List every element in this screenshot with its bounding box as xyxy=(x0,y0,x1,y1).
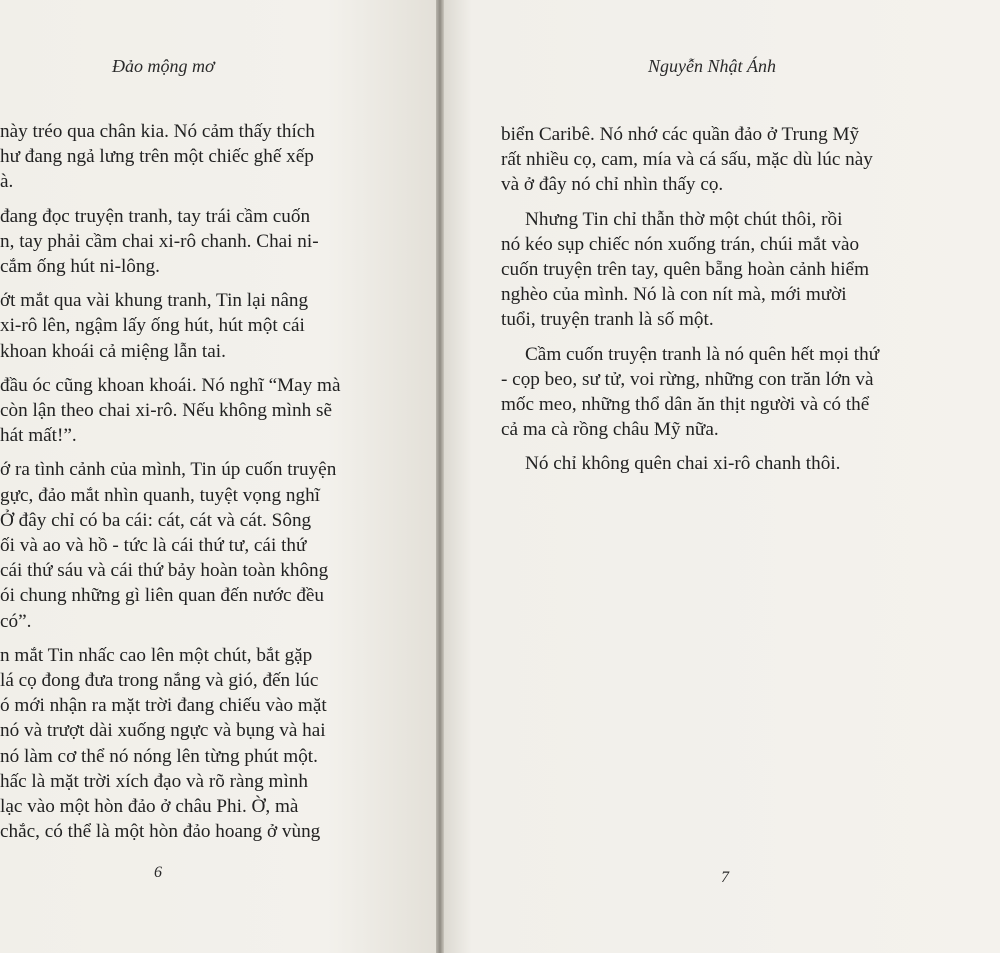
text-line: ói chung những gì liên quan đến nước đều xyxy=(0,585,325,607)
text-line: nó kéo sụp chiếc nón xuống trán, chúi mắt vào xyxy=(501,233,860,255)
text-line: hư đang ngả lưng trên một chiếc ghế xếp xyxy=(0,146,314,168)
text-line: - cọp beo, sư tử, voi rừng, những con trăn lớn và xyxy=(501,368,874,390)
paragraph-gap xyxy=(0,634,381,643)
right-page xyxy=(444,0,1000,953)
text-line: nghèo của mình. Nó là con nít mà, mới mười xyxy=(501,284,847,306)
text-line: ối và ao và hồ - tức là cái thứ tư, cái thứ xyxy=(0,535,307,557)
text-line: biển Caribê. Nó nhớ các quần đảo ở Trung Mỹ xyxy=(501,124,860,145)
paragraph-gap xyxy=(501,442,944,451)
paragraph xyxy=(0,643,381,845)
text-line: nó làm cơ thể nó nóng lên từng phút một. xyxy=(0,745,318,767)
paragraph xyxy=(0,204,381,280)
text-line: khoan khoái cả miệng lẫn tai. xyxy=(0,340,226,362)
text-line: hấc là mặt trời xích đạo và rõ ràng mình xyxy=(0,770,308,792)
paragraph xyxy=(0,119,381,195)
text-line: có”. xyxy=(0,610,32,632)
paragraph-gap xyxy=(0,279,381,288)
paragraph xyxy=(501,122,944,198)
text-line: rất nhiều cọ, cam, mía và cá sấu, mặc dù lúc này xyxy=(501,149,873,171)
text-line: cắm ống hút ni-lông. xyxy=(0,256,160,278)
text-line: còn lận theo chai xi-rô. Nếu không mình sẽ xyxy=(0,400,332,422)
paragraph xyxy=(0,288,381,364)
page-number-right: 7 xyxy=(721,869,729,886)
text-line: n mắt Tin nhấc cao lên một chút, bắt gặp xyxy=(0,644,313,666)
text-line: gực, đảo mắt nhìn quanh, tuyệt vọng nghĩ xyxy=(0,484,321,506)
text-line: cuốn truyện trên tay, quên bẵng hoàn cảnh hiểm xyxy=(501,259,869,281)
right-page-body xyxy=(501,122,944,477)
paragraph xyxy=(0,373,381,449)
text-line: n, tay phải cầm chai xi-rô chanh. Chai ni- xyxy=(0,230,319,252)
book-spine xyxy=(436,0,444,953)
paragraph xyxy=(501,207,944,333)
paragraph xyxy=(501,342,944,443)
paragraph-gap xyxy=(0,195,381,204)
text-line: đang đọc truyện tranh, tay trái cầm cuốn xyxy=(0,205,311,227)
paragraph-gap xyxy=(0,448,381,457)
paragraph xyxy=(0,457,381,633)
text-line: ớt mắt qua vài khung tranh, Tin lại nâng xyxy=(0,290,309,312)
text-line: xi-rô lên, ngậm lấy ống hút, hút một cái xyxy=(0,315,305,337)
text-line: ớ ra tình cảnh của mình, Tin úp cuốn truyện xyxy=(0,459,337,481)
paragraph xyxy=(501,451,944,476)
paragraph-gap xyxy=(501,333,944,342)
text-line: cả ma cà rồng châu Mỹ nữa. xyxy=(501,419,719,441)
text-line: chắc, có thể là một hòn đảo hoang ở vùng xyxy=(0,821,321,843)
text-line: lá cọ đong đưa trong nắng và gió, đến lúc xyxy=(0,670,319,692)
text-line: hát mất!”. xyxy=(0,425,77,447)
text-line: Cầm cuốn truyện tranh là nó quên hết mọi thứ xyxy=(525,343,880,365)
text-line: nó và trượt dài xuống ngực và bụng và hai xyxy=(0,720,326,742)
running-header-title: Đảo mộng mơ xyxy=(112,56,215,76)
text-line: tuổi, truyện tranh là số một. xyxy=(501,309,714,331)
left-page xyxy=(0,0,436,953)
running-header-author: Nguyễn Nhật Ánh xyxy=(648,56,776,76)
text-line: cái thứ sáu và cái thứ bảy hoàn toàn không xyxy=(0,560,329,582)
text-line: à. xyxy=(0,171,14,193)
text-line: lạc vào một hòn đảo ở châu Phi. Ờ, mà xyxy=(0,796,299,818)
text-line: và ở đây nó chỉ nhìn thấy cọ. xyxy=(501,174,724,196)
text-line: đầu óc cũng khoan khoái. Nó nghĩ “May mà xyxy=(0,374,341,396)
text-line: Ở đây chỉ có ba cái: cát, cát và cát. Sông xyxy=(0,509,312,531)
text-line: mốc meo, những thổ dân ăn thịt người và có thể xyxy=(501,394,870,416)
text-line: Nó chỉ không quên chai xi-rô chanh thôi. xyxy=(525,453,841,475)
paragraph-gap xyxy=(0,364,381,373)
page-number-left: 6 xyxy=(154,864,162,881)
text-line: ó mới nhận ra mặt trời đang chiếu vào mặt xyxy=(0,695,327,717)
text-line: này tréo qua chân kia. Nó cảm thấy thích xyxy=(0,121,315,142)
left-page-body xyxy=(0,119,381,844)
text-line: Nhưng Tin chỉ thẫn thờ một chút thôi, rồi xyxy=(525,208,843,230)
paragraph-gap xyxy=(501,198,944,207)
